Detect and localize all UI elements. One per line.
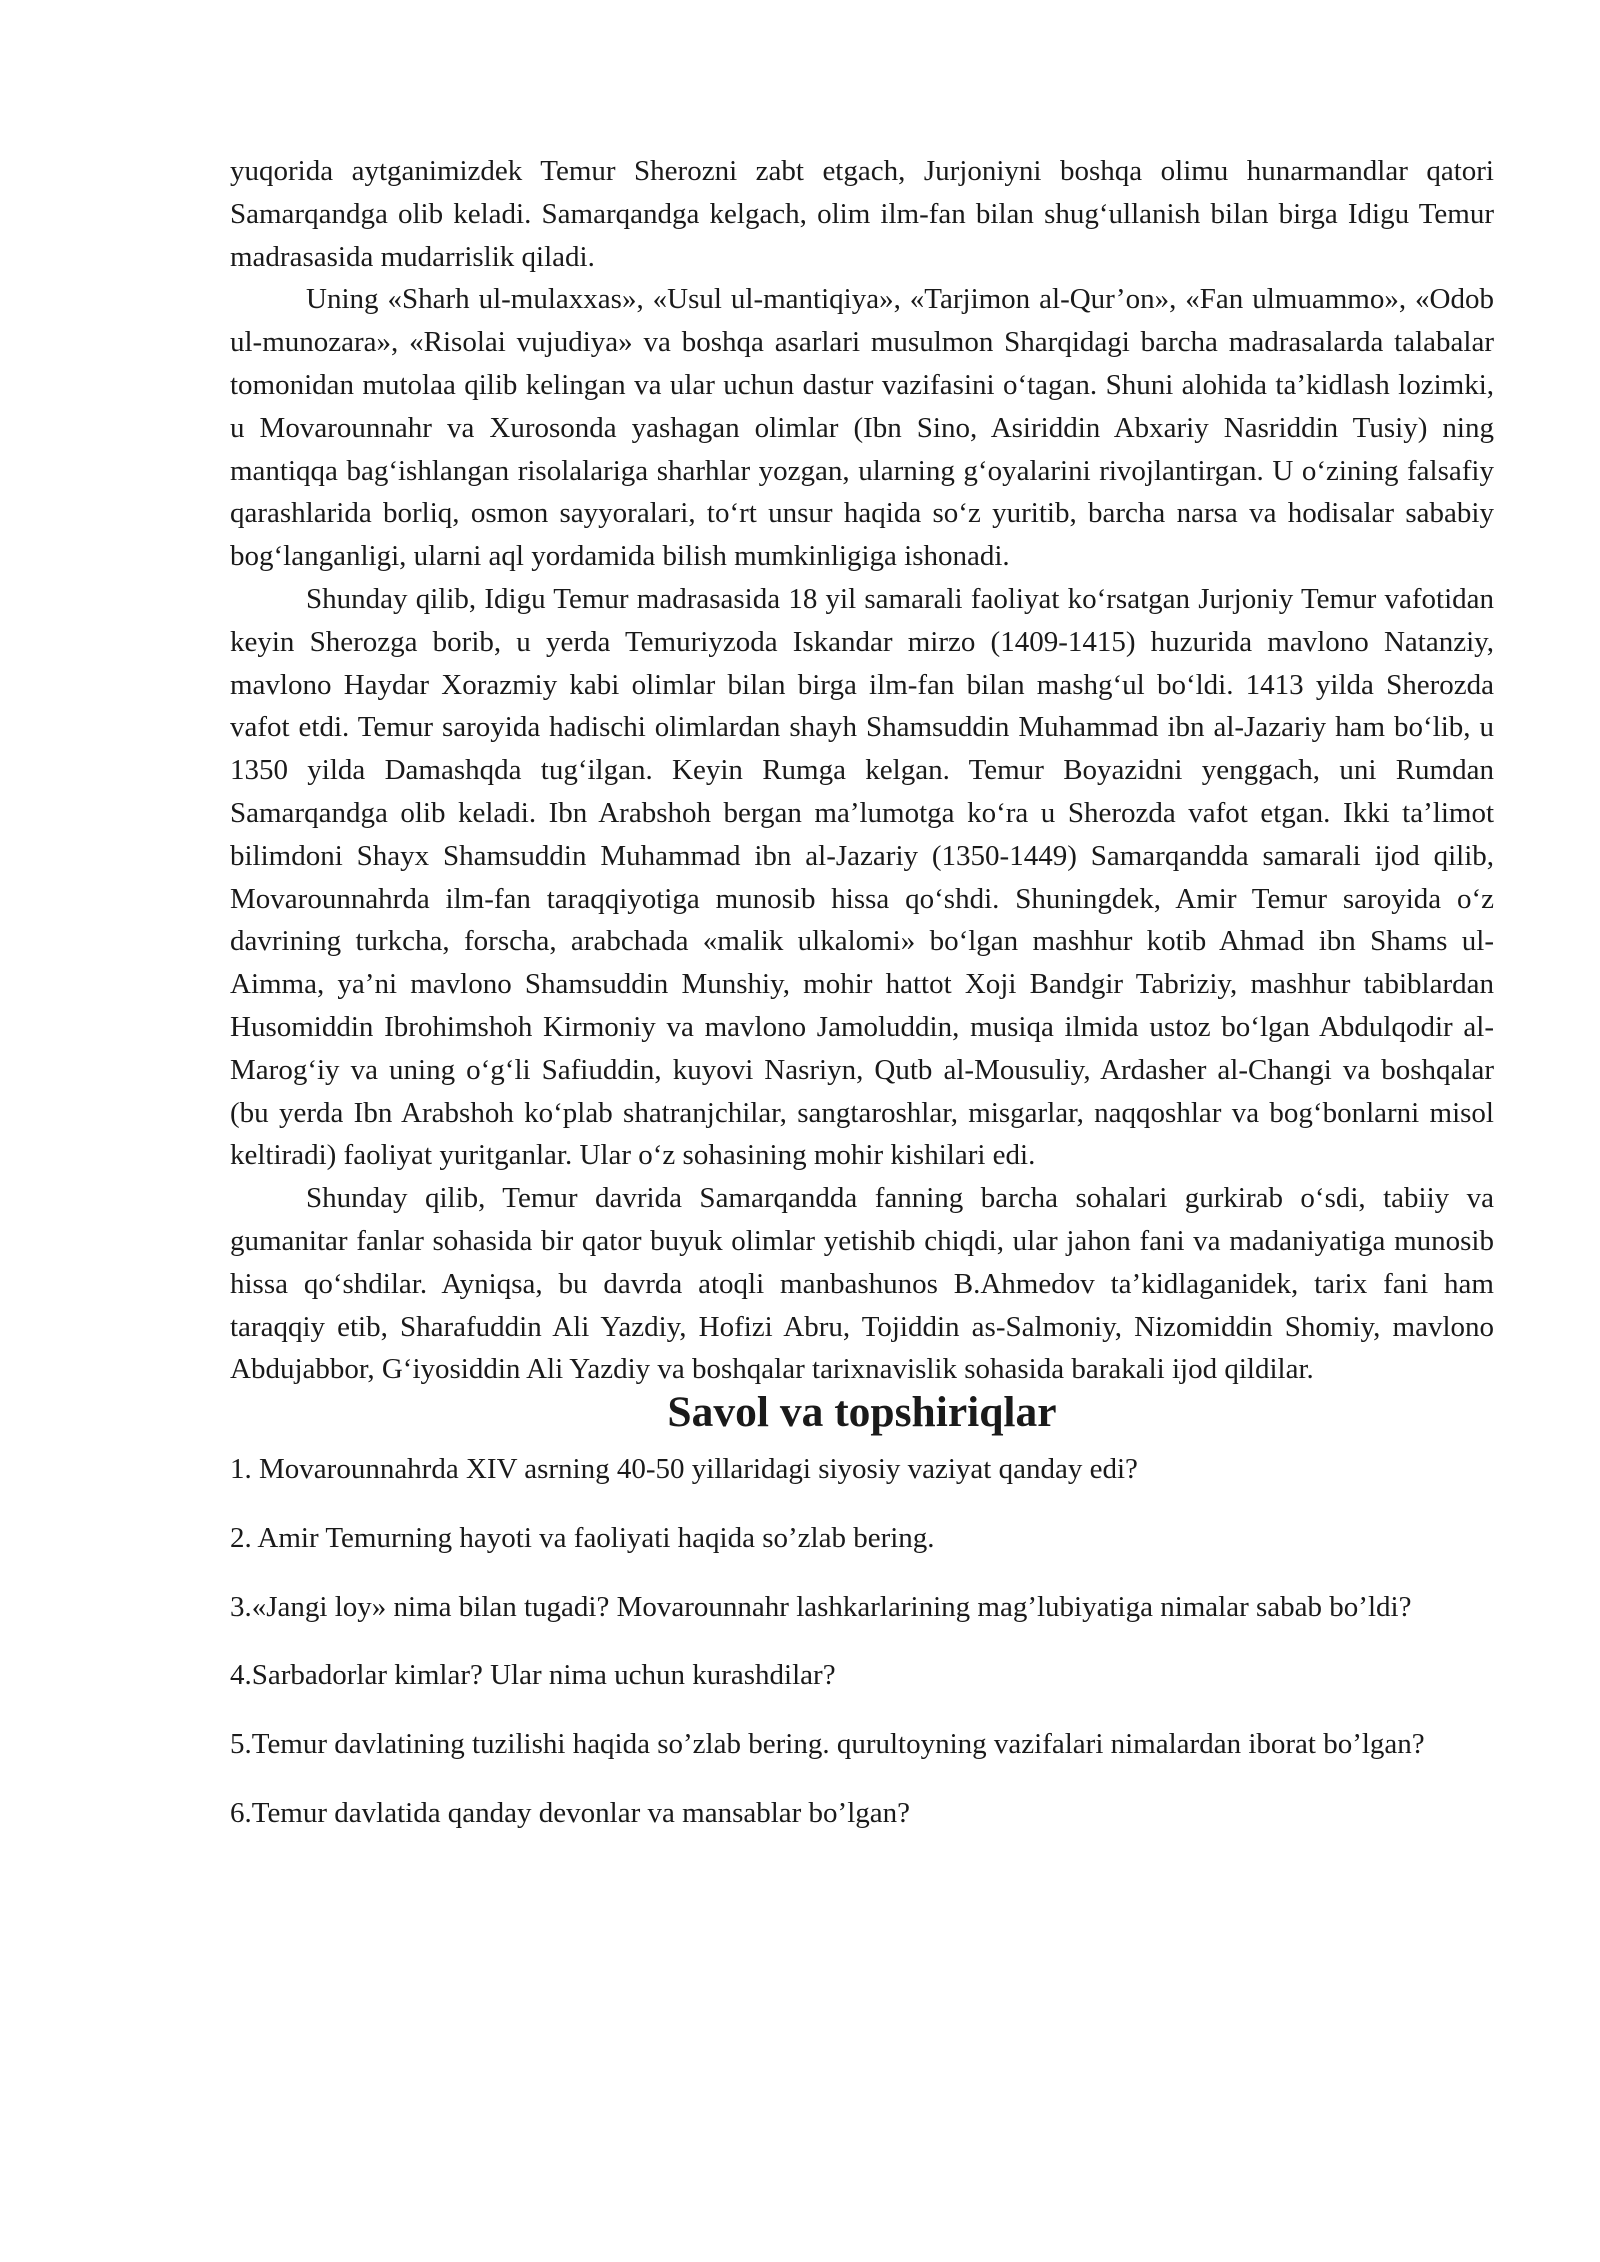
question-item-3: 3.«Jangi loy» nima bilan tugadi? Movarounnahr lashkarlarining mag’lubiyatiga nimalar sabab bo’ldi? (230, 1590, 1412, 1623)
body-paragraph-continuation: yuqorida aytganimizdek Temur Sherozni zabt etgach, Jurjoniyni boshqa olimu hunarmandlar qatori Samarqandga olib keladi. Samarqandga kelgach, olim ilm-fan bilan shug‘ullanish bilan birga Idigu Temur madrasasida mudarrislik qiladi. (230, 155, 1494, 273)
question-item-5: 5.Temur davlatining tuzilishi haqida so’zlab bering. qurultoyning vazifalari nimalardan iborat bo’lgan? (230, 1728, 1425, 1761)
body-paragraph-scholars: Shunday qilib, Idigu Temur madrasasida 18 yil samarali faoliyat ko‘rsatgan Jurjoniy Temur vafotidan keyin Sherozga borib, u yerda Temuriyzoda Iskandar mirzo (1409-1415) huzurida mavlono Natanziy, mavlono Haydar Xorazmiy kabi olimlar bilan birga ilm-fan bilan mashg‘ul bo‘ldi. 1413 yilda Sherozda vafot etdi. Temur saroyida hadischi olimlardan shayh Shamsuddin Muhammad ibn al-Jazariy ham bo‘lib, u 1350 yilda Damashqda tug‘ilgan. Keyin Rumga kelgan. Temur Boyazidni yenggach, uni Rumdan Samarqandga olib keladi. Ibn Arabshoh bergan ma’lumotga ko‘ra u Sherozda vafot etgan. Ikki ta’limot bilimdoni Shayx Shamsuddin Muhammad ibn al-Jazariy (1350-1449) Samarqandda samarali ijod qilib, Movarounnahrda ilm-fan taraqqiyotiga munosib hissa qo‘shdi. Shuningdek, Amir Temur saroyida o‘z davrining turkcha, forscha, arabchada «malik ulkalomi» bo‘lgan mashhur kotib Ahmad ibn Shams ul-Aimma, ya’ni mavlono Shamsuddin Munshiy, mohir hattot Xoji Bandgir Tabriziy, mashhur tabiblardan Husomiddin Ibrohimshoh Kirmoniy va mavlono Jamoluddin, musiqa ilmida ustoz bo‘lgan Abdulqodir al-Marog‘iy va uning o‘g‘li Safiuddin, kuyovi Nasriyn, Qutb al-Mousuliy, Ardasher al-Changi va boshqalar (bu yerda Ibn Arabshoh ko‘plab shatranjchilar, sangtaroshlar, misgarlar, naqqoshlar va bog‘bonlarni misol keltiradi) faoliyat yuritganlar. Ular o‘z sohasining mohir kishilari edi. (230, 582, 1494, 1172)
body-paragraph-works: Uning «Sharh ul-mulaxxas», «Usul ul-mantiqiya», «Tarjimon al-Qur’on», «Fan ulmuammo», «Odob ul-munozara», «Risolai vujudiya» va boshqa asarlari musulmon Sharqidagi barcha madrasalarda talabalar tomonidan mutolaa qilib kelingan va ular uchun dastur vazifasini o‘tagan. Shuni alohida ta’kidlash lozimki, u Movarounnahr va Xurosonda yashagan olimlar (Ibn Sino, Asiriddin Abxariy Nasriddin Tusiy) ning mantiqqa bag‘ishlangan risolalariga sharhlar yozgan, ularning g‘oyalarini rivojlantirgan. U o‘zining falsafiy qarashlarida borliq, osmon sayyoralari, to‘rt unsur haqida so‘z yuritib, barcha narsa va hodisalar sababiy bog‘langanligi, ularni aql yordamida bilish mumkinligiga ishonadi. (230, 283, 1494, 573)
question-item-4: 4.Sarbadorlar kimlar? Ular nima uchun kurashdilar? (230, 1659, 836, 1692)
section-heading: Savol va topshiriqlar (667, 1388, 1057, 1437)
question-item-6: 6.Temur davlatida qanday devonlar va mansablar bo’lgan? (230, 1796, 911, 1829)
body-paragraph-summary: Shunday qilib, Temur davrida Samarqandda fanning barcha sohalari gurkirab o‘sdi, tabiiy va gumanitar fanlar sohasida bir qator buyuk olimlar yetishib chiqdi, ular jahon fani va madaniyatiga munosib hissa qo‘shdilar. Ayniqsa, bu davrda atoqli manbashunos B.Ahmedov ta’kidlaganidek, tarix fani ham taraqqiy etib, Sharafuddin Ali Yazdiy, Hofizi Abru, Tojiddin as-Salmoniy, Nizomiddin Shomiy, mavlono Abdujabbor, G‘iyosiddin Ali Yazdiy va boshqalar tarixnavislik sohasida barakali ijod qildilar. (230, 1182, 1494, 1386)
question-item-1: 1. Movarounnahrda XIV asrning 40-50 yillaridagi siyosiy vaziyat qanday edi? (230, 1452, 1138, 1485)
question-list (230, 1448, 1494, 1835)
question-item-2: 2. Amir Temurning hayoti va faoliyati haqida so’zlab bering. (230, 1521, 935, 1554)
document-page (230, 150, 1494, 1861)
